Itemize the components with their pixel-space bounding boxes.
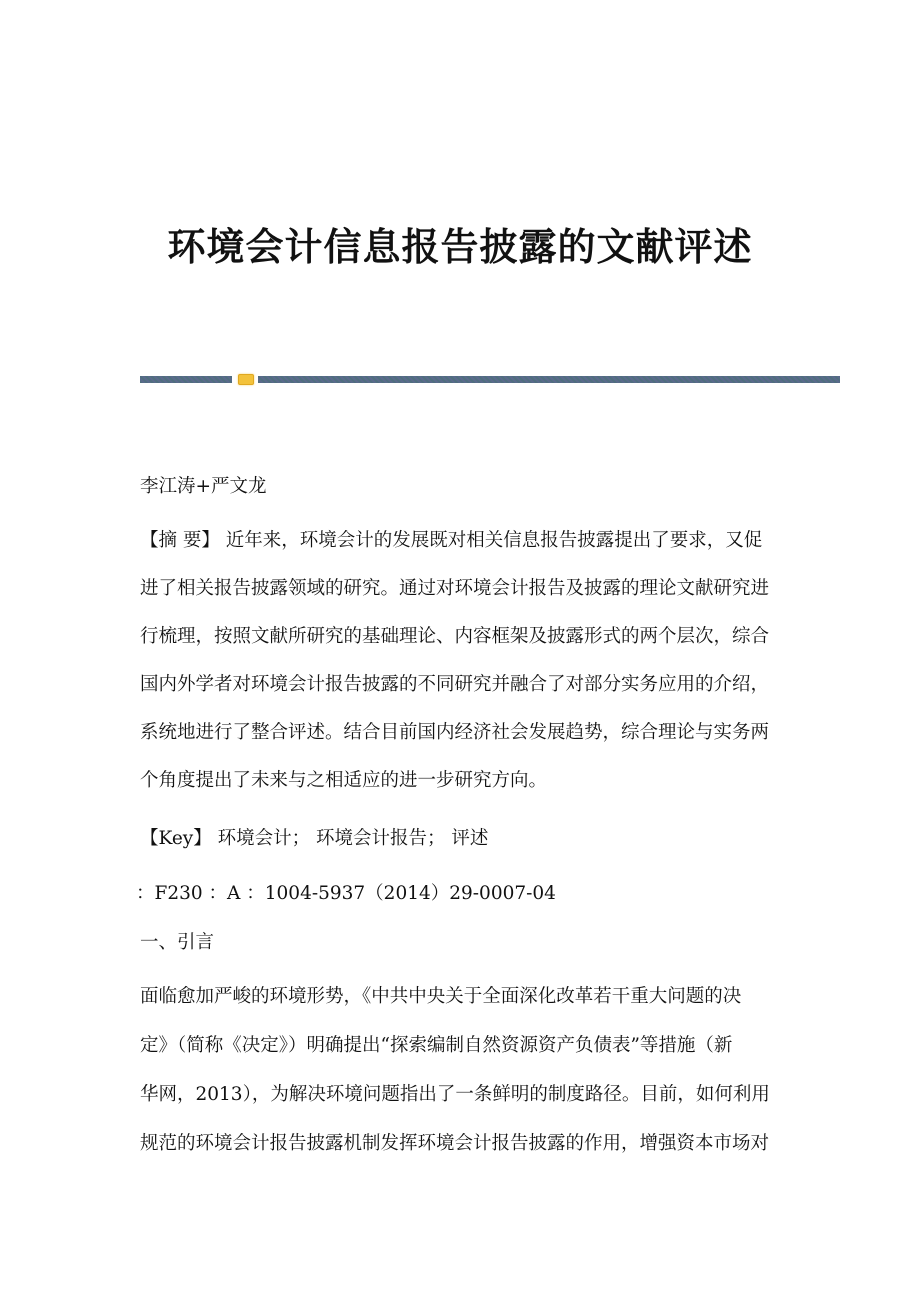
abstract-line: 国内外学者对环境会计报告披露的不同研究并融合了对部分实务应用的介绍，	[140, 674, 770, 695]
abstract-line: 系统地进行了整合评述。结合目前国内经济社会发展趋势，综合理论与实务两	[140, 722, 770, 743]
section-heading: 一、引言	[140, 932, 215, 953]
abstract-line: 进了相关报告披露领域的研究。通过对环境会计报告及披露的理论文献研究进	[140, 578, 770, 599]
body-line: 面临愈加严峻的环境形势，《中共中央关于全面深化改革若干重大问题的决	[140, 986, 742, 1007]
body-line: 定》（简称《决定》）明确提出“探索编制自然资源资产负债表”等措施（新	[140, 1035, 733, 1056]
divider-bar-right	[258, 376, 840, 383]
abstract-line: 【摘 要】 近年来，环境会计的发展既对相关信息报告披露提出了要求，又促	[140, 530, 763, 551]
divider-ornament-icon	[238, 374, 254, 385]
authors: 李江涛+严文龙	[140, 476, 267, 497]
body-line: 规范的环境会计报告披露机制发挥环境会计报告披露的作用，增强资本市场对	[140, 1133, 770, 1154]
abstract-line: 个角度提出了未来与之相适应的进一步研究方向。	[140, 770, 548, 791]
title-divider	[140, 376, 840, 384]
document-title: 环境会计信息报告披露的文献评述	[167, 224, 753, 269]
keywords: 【Key】 环境会计； 环境会计报告； 评述	[140, 828, 489, 849]
abstract-line: 行梳理，按照文献所研究的基础理论、内容框架及披露形式的两个层次，综合	[140, 626, 770, 647]
body-line: 华网，2013），为解决环境问题指出了一条鲜明的制度路径。目前，如何利用	[140, 1084, 770, 1105]
divider-bar-left	[140, 376, 232, 383]
classification-codes: ：F230 ：A ：1004-5937（2014）29-0007-04	[136, 883, 556, 904]
